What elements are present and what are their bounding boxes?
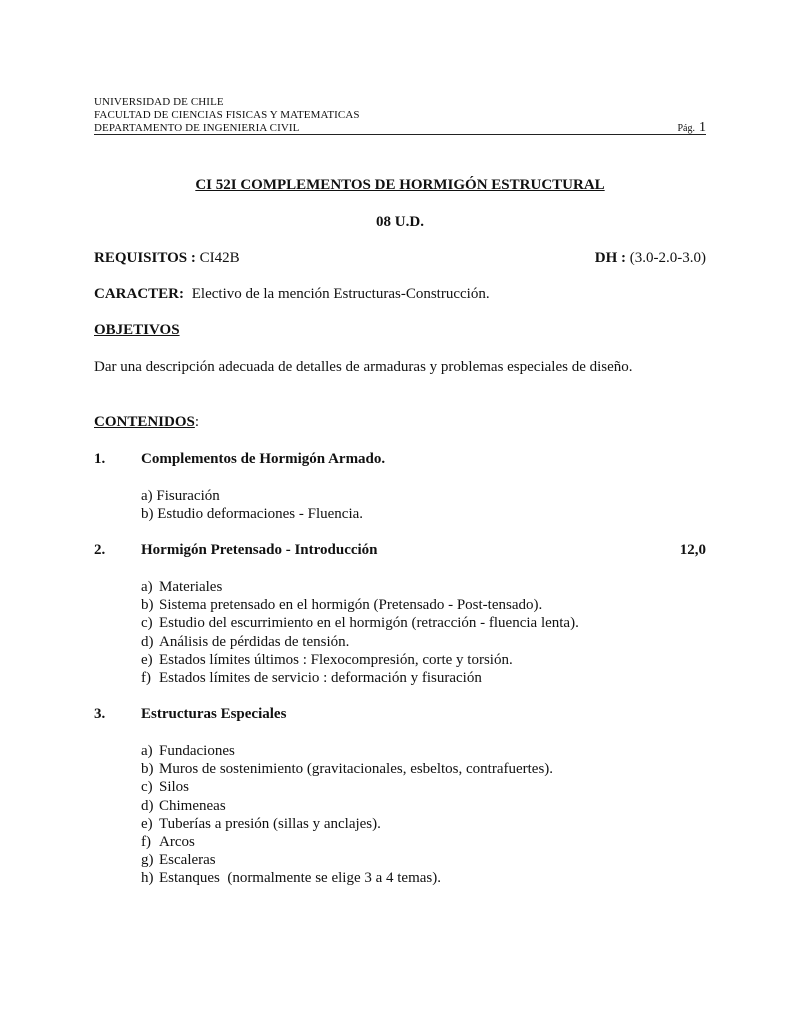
header-university: UNIVERSIDAD DE CHILE	[94, 96, 224, 108]
course-units: 08 U.D.	[376, 214, 424, 230]
caracter-row	[94, 286, 490, 303]
item-letter: b)	[141, 761, 154, 778]
item-text: Silos	[159, 779, 190, 796]
requisitos-row	[94, 250, 240, 267]
item-text: Fisuración	[156, 488, 220, 504]
item-letter: f)	[141, 670, 151, 687]
list-item	[141, 797, 553, 815]
contenidos-heading	[94, 414, 199, 431]
requisitos-value: CI42B	[199, 250, 240, 266]
list-item	[141, 487, 363, 505]
list-item	[141, 614, 579, 632]
objetivos-heading: OBJETIVOS	[94, 322, 180, 338]
list-item	[141, 505, 363, 523]
item-letter: f)	[141, 834, 151, 851]
item-text: Chimeneas	[159, 797, 226, 814]
item-text: Estudio del escurrimiento en el hormigón (retracción - fluencia lenta).	[159, 615, 579, 632]
item-letter: d)	[141, 797, 154, 814]
section-3-number: 3.	[94, 706, 106, 722]
list-item	[141, 742, 553, 760]
item-text: Estudio deformaciones - Fluencia.	[157, 506, 364, 523]
item-text: Escaleras	[159, 852, 216, 869]
list-item	[141, 851, 553, 869]
list-item	[141, 596, 579, 614]
list-item	[141, 815, 553, 833]
section-3-list	[141, 742, 553, 888]
course-title: CI 52I COMPLEMENTOS DE HORMIGÓN ESTRUCTURAL	[195, 177, 605, 193]
section-2-number: 2.	[94, 542, 106, 558]
section-3-title: Estructuras Especiales	[141, 706, 287, 722]
section-2-list	[141, 578, 579, 687]
list-item	[141, 869, 553, 887]
list-item	[141, 633, 579, 651]
dh-label: DH :	[594, 250, 627, 266]
item-letter: c)	[141, 615, 153, 632]
item-text: Materiales	[159, 579, 223, 595]
item-letter: b)	[141, 506, 154, 523]
item-text: Tuberías a presión (sillas y anclajes).	[159, 815, 381, 832]
item-letter: a)	[141, 579, 153, 595]
header-department: DEPARTAMENTO DE INGENIERIA CIVIL	[94, 122, 300, 134]
item-letter: g)	[141, 852, 154, 869]
dh-value: (3.0-2.0-3.0)	[629, 250, 706, 266]
list-item	[141, 778, 553, 796]
item-letter: e)	[141, 815, 153, 832]
section-2-hours: 12,0	[679, 542, 706, 558]
page-label: Pág.	[677, 123, 695, 134]
item-letter: e)	[141, 651, 153, 668]
item-letter: d)	[141, 633, 154, 650]
contenidos-colon: :	[194, 414, 200, 430]
list-item	[141, 760, 553, 778]
list-item	[141, 833, 553, 851]
section-2-title: Hormigón Pretensado - Introducción	[141, 542, 378, 558]
section-1-title: Complementos de Hormigón Armado.	[141, 451, 386, 467]
contenidos-heading-text: CONTENIDOS	[94, 414, 195, 430]
item-text: Estados límites últimos : Flexocompresión, corte y torsión.	[159, 651, 513, 668]
item-text: Sistema pretensado en el hormigón (Pretensado - Post-tensado).	[159, 597, 543, 614]
item-letter: a)	[141, 488, 153, 504]
item-letter: c)	[141, 779, 153, 796]
header-faculty: FACULTAD DE CIENCIAS FISICAS Y MATEMATICAS	[94, 109, 360, 121]
section-1-list	[141, 487, 363, 523]
list-item	[141, 669, 579, 687]
item-text: Arcos	[159, 834, 195, 851]
page-number: 1	[699, 120, 706, 135]
item-letter: a)	[141, 743, 153, 759]
list-item	[141, 578, 579, 596]
item-text: Estados límites de servicio : deformación y fisuración	[159, 670, 482, 687]
caracter-label: CARACTER:	[94, 286, 184, 302]
list-item	[141, 651, 579, 669]
item-text: Muros de sostenimiento (gravitacionales, esbeltos, contrafuertes).	[159, 761, 554, 778]
item-text: Fundaciones	[159, 743, 235, 759]
item-letter: h)	[141, 870, 154, 887]
requisitos-label: REQUISITOS :	[94, 250, 196, 266]
objetivos-text: Dar una descripción adecuada de detalles de armaduras y problemas especiales de diseño.	[94, 359, 633, 375]
item-text: Estanques (normalmente se elige 3 a 4 temas).	[159, 870, 441, 887]
item-letter: b)	[141, 597, 154, 614]
dh-row	[595, 250, 706, 267]
section-1-number: 1.	[94, 451, 106, 467]
item-text: Análisis de pérdidas de tensión.	[159, 633, 350, 650]
caracter-value: Electivo de la mención Estructuras-Construcción.	[191, 286, 490, 302]
header-divider	[94, 134, 706, 135]
